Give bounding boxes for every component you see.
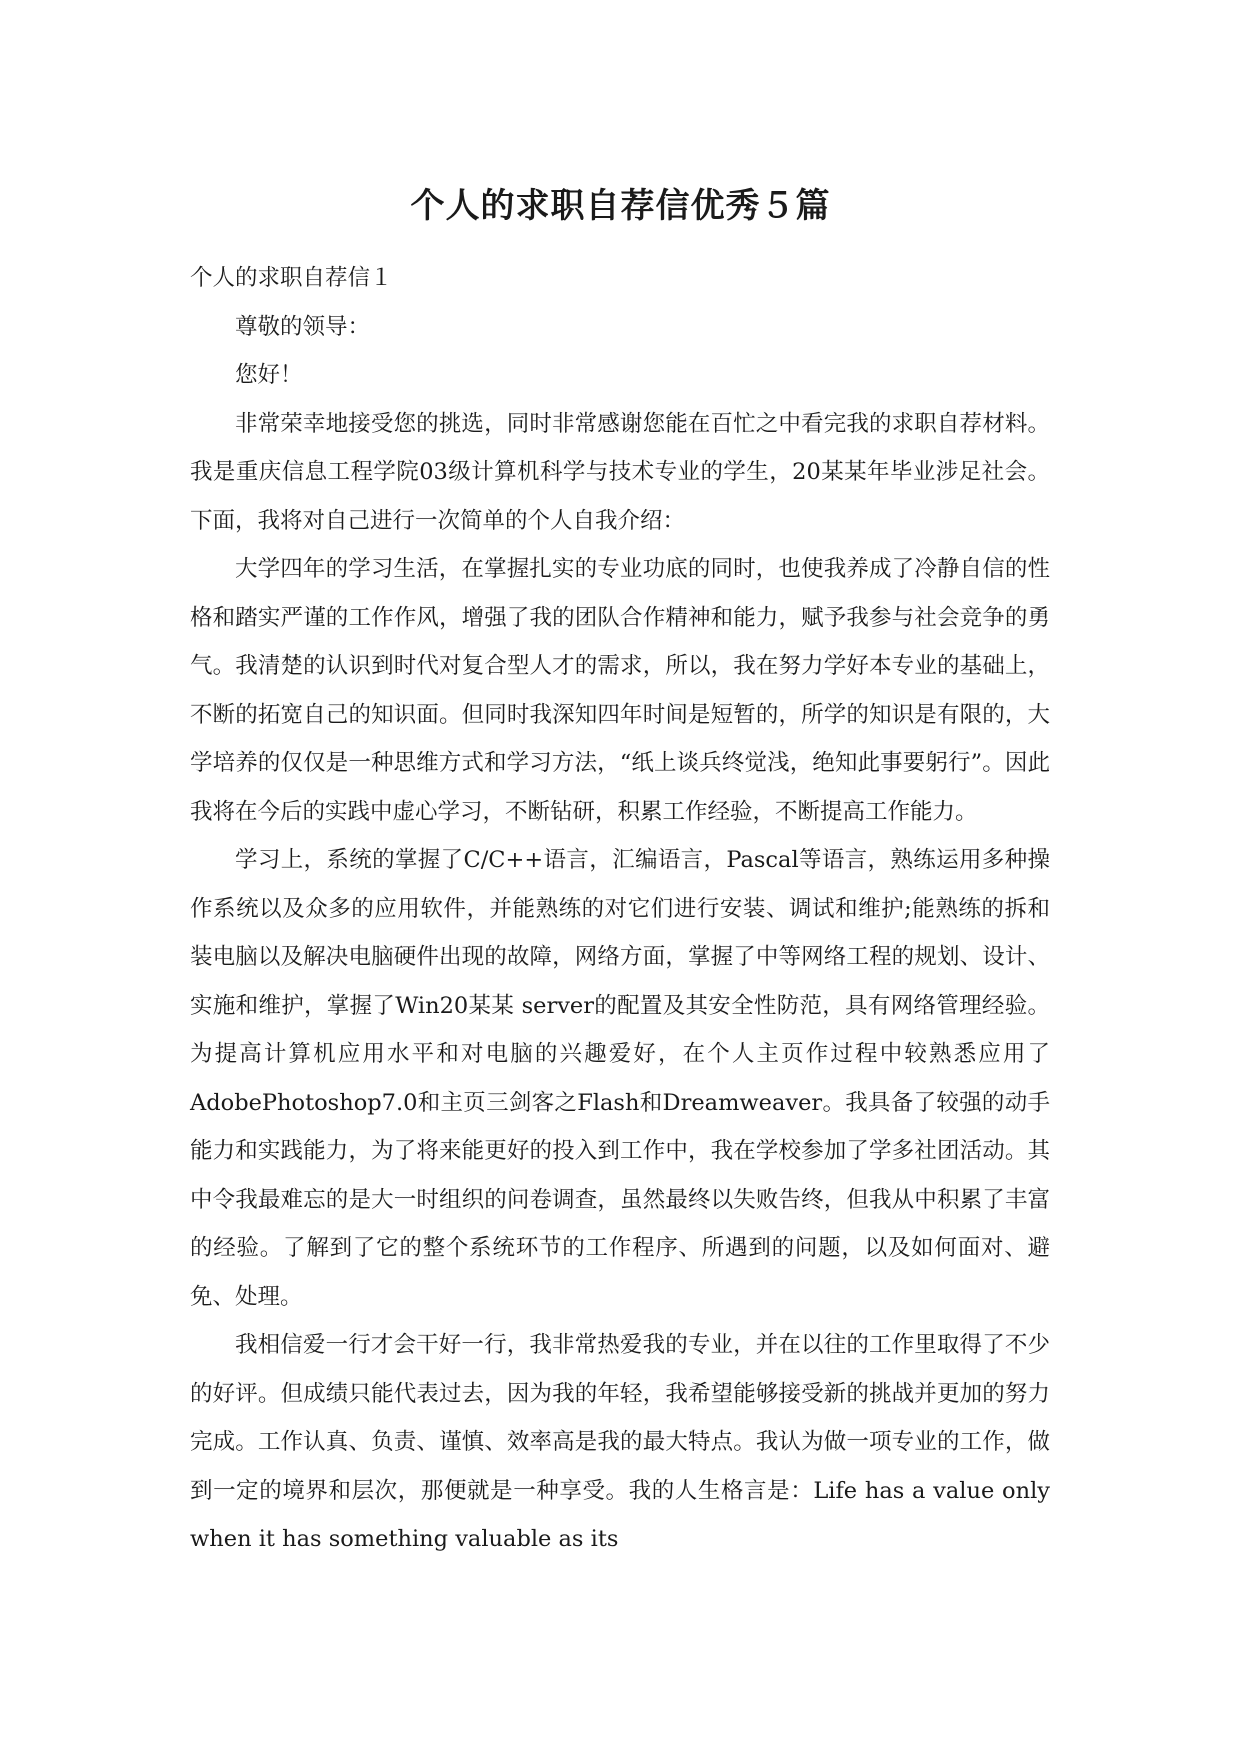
body-paragraph: 学习上，系统的掌握了C/C++语言，汇编语言，Pascal等语言，熟练运用多种操作系统以及众多的应用软件，并能熟练的对它们进行安装、调试和维护;能熟练的拆和装电脑以及解决电脑硬件出现的故障，网络方面，掌握了中等网络工程的规划、设计、实施和维护，掌握了Win20某某 server的配置及其安全性防范，具有网络管理经验。为提高计算机应用水平和对电脑的兴趣爱好，在个人主页作过程中较熟悉应用了AdobePhotoshop7.0和主页三剑客之Flash和Dreamweaver。我具备了较强的动手能力和实践能力，为了将来能更好的投入到工作中，我在学校参加了学多社团活动。其中令我最难忘的是大一时组织的问卷调查，虽然最终以失败告终，但我从中积累了丰富的经验。了解到了它的整个系统环节的工作程序、所遇到的问题，以及如何面对、避免、处理。 [190, 847, 1050, 1310]
document-body [190, 254, 1050, 1564]
body-paragraph: 大学四年的学习生活，在掌握扎实的专业功底的同时，也使我养成了冷静自信的性格和踏实严谨的工作作风，增强了我的团队合作精神和能力，赋予我参与社会竞争的勇气。我清楚的认识到时代对复合型人才的需求，所以，我在努力学好本专业的基础上，不断的拓宽自己的知识面。但同时我深知四年时间是短暂的，所学的知识是有限的，大学培养的仅仅是一种思维方式和学习方法，“纸上谈兵终觉浅，绝知此事要躬行”。因此我将在今后的实践中虚心学习，不断钻研，积累工作经验，不断提高工作能力。 [190, 556, 1050, 825]
salutation: 尊敬的领导： [235, 313, 371, 340]
greeting: 您好！ [235, 362, 303, 388]
body-paragraph: 非常荣幸地接受您的挑选，同时非常感谢您能在百忙之中看完我的求职自荐材料。我是重庆信息工程学院03级计算机科学与技术专业的学生，20某某年毕业涉足社会。下面，我将对自己进行一次简单的个人自我介绍： [190, 410, 1050, 534]
section-heading: 个人的求职自荐信１ [190, 265, 393, 291]
document-title: 个人的求职自荐信优秀５篇 [410, 186, 831, 226]
body-paragraph: 我相信爱一行才会干好一行，我非常热爱我的专业，并在以往的工作里取得了不少的好评。但成绩只能代表过去，因为我的年轻，我希望能够接受新的挑战并更加的努力完成。工作认真、负责、谨慎、效率高是我的最大特点。我认为做一项专业的工作，做到一定的境界和层次，那便就是一种享受。我的人生格言是：Life has a value only when it has something valuable as its [190, 1332, 1050, 1552]
